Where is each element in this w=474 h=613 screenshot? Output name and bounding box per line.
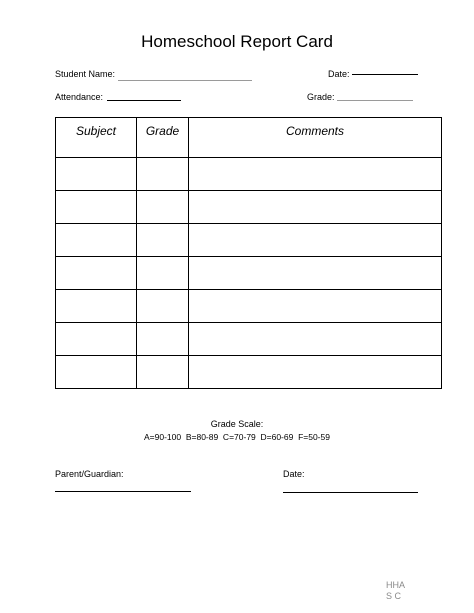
grade-line xyxy=(337,100,413,101)
table-row xyxy=(56,290,442,323)
comments-header: Comments xyxy=(189,118,442,158)
grade-cell[interactable] xyxy=(137,323,189,356)
comments-cell[interactable] xyxy=(189,323,442,356)
attendance-line xyxy=(107,100,181,101)
page-title: Homeschool Report Card xyxy=(141,32,333,51)
comments-cell[interactable] xyxy=(189,224,442,257)
parent-guardian-line xyxy=(55,491,191,492)
table-row xyxy=(56,356,442,389)
date-line xyxy=(352,74,418,75)
subject-cell[interactable] xyxy=(56,257,137,290)
subject-cell[interactable] xyxy=(56,191,137,224)
table-row xyxy=(56,224,442,257)
comments-cell[interactable] xyxy=(189,158,442,191)
date-label: Date: xyxy=(328,69,350,79)
grade-scale-values: A=90-100 B=80-89 C=70-79 D=60-69 F=50-59 xyxy=(144,432,330,442)
grade-cell[interactable] xyxy=(137,290,189,323)
grade-label: Grade: xyxy=(307,92,335,102)
table-row xyxy=(56,191,442,224)
grades-table xyxy=(55,117,442,389)
grade-cell[interactable] xyxy=(137,191,189,224)
signature-date-line xyxy=(283,492,418,493)
subject-header: Subject xyxy=(56,118,137,158)
grade-header: Grade xyxy=(137,118,189,158)
table-row xyxy=(56,158,442,191)
grade-scale-title: Grade Scale: xyxy=(210,419,264,429)
footer-code: HHAS C xyxy=(386,580,406,601)
attendance-label: Attendance: xyxy=(55,92,104,102)
grade-cell[interactable] xyxy=(137,158,189,191)
subject-cell[interactable] xyxy=(56,224,137,257)
table-row xyxy=(56,323,442,356)
student-name-label: Student Name: xyxy=(55,69,116,79)
table-row xyxy=(56,257,442,290)
comments-cell[interactable] xyxy=(189,191,442,224)
comments-cell[interactable] xyxy=(189,356,442,389)
grade-cell[interactable] xyxy=(137,356,189,389)
subject-cell[interactable] xyxy=(56,323,137,356)
parent-guardian-label: Parent/Guardian: xyxy=(55,469,124,479)
student-name-line xyxy=(118,80,252,81)
comments-cell[interactable] xyxy=(189,290,442,323)
table-header-row xyxy=(56,118,442,158)
grade-cell[interactable] xyxy=(137,224,189,257)
subject-cell[interactable] xyxy=(56,290,137,323)
subject-cell[interactable] xyxy=(56,356,137,389)
comments-cell[interactable] xyxy=(189,257,442,290)
subject-cell[interactable] xyxy=(56,158,137,191)
signature-date-label: Date: xyxy=(283,469,305,479)
grade-cell[interactable] xyxy=(137,257,189,290)
